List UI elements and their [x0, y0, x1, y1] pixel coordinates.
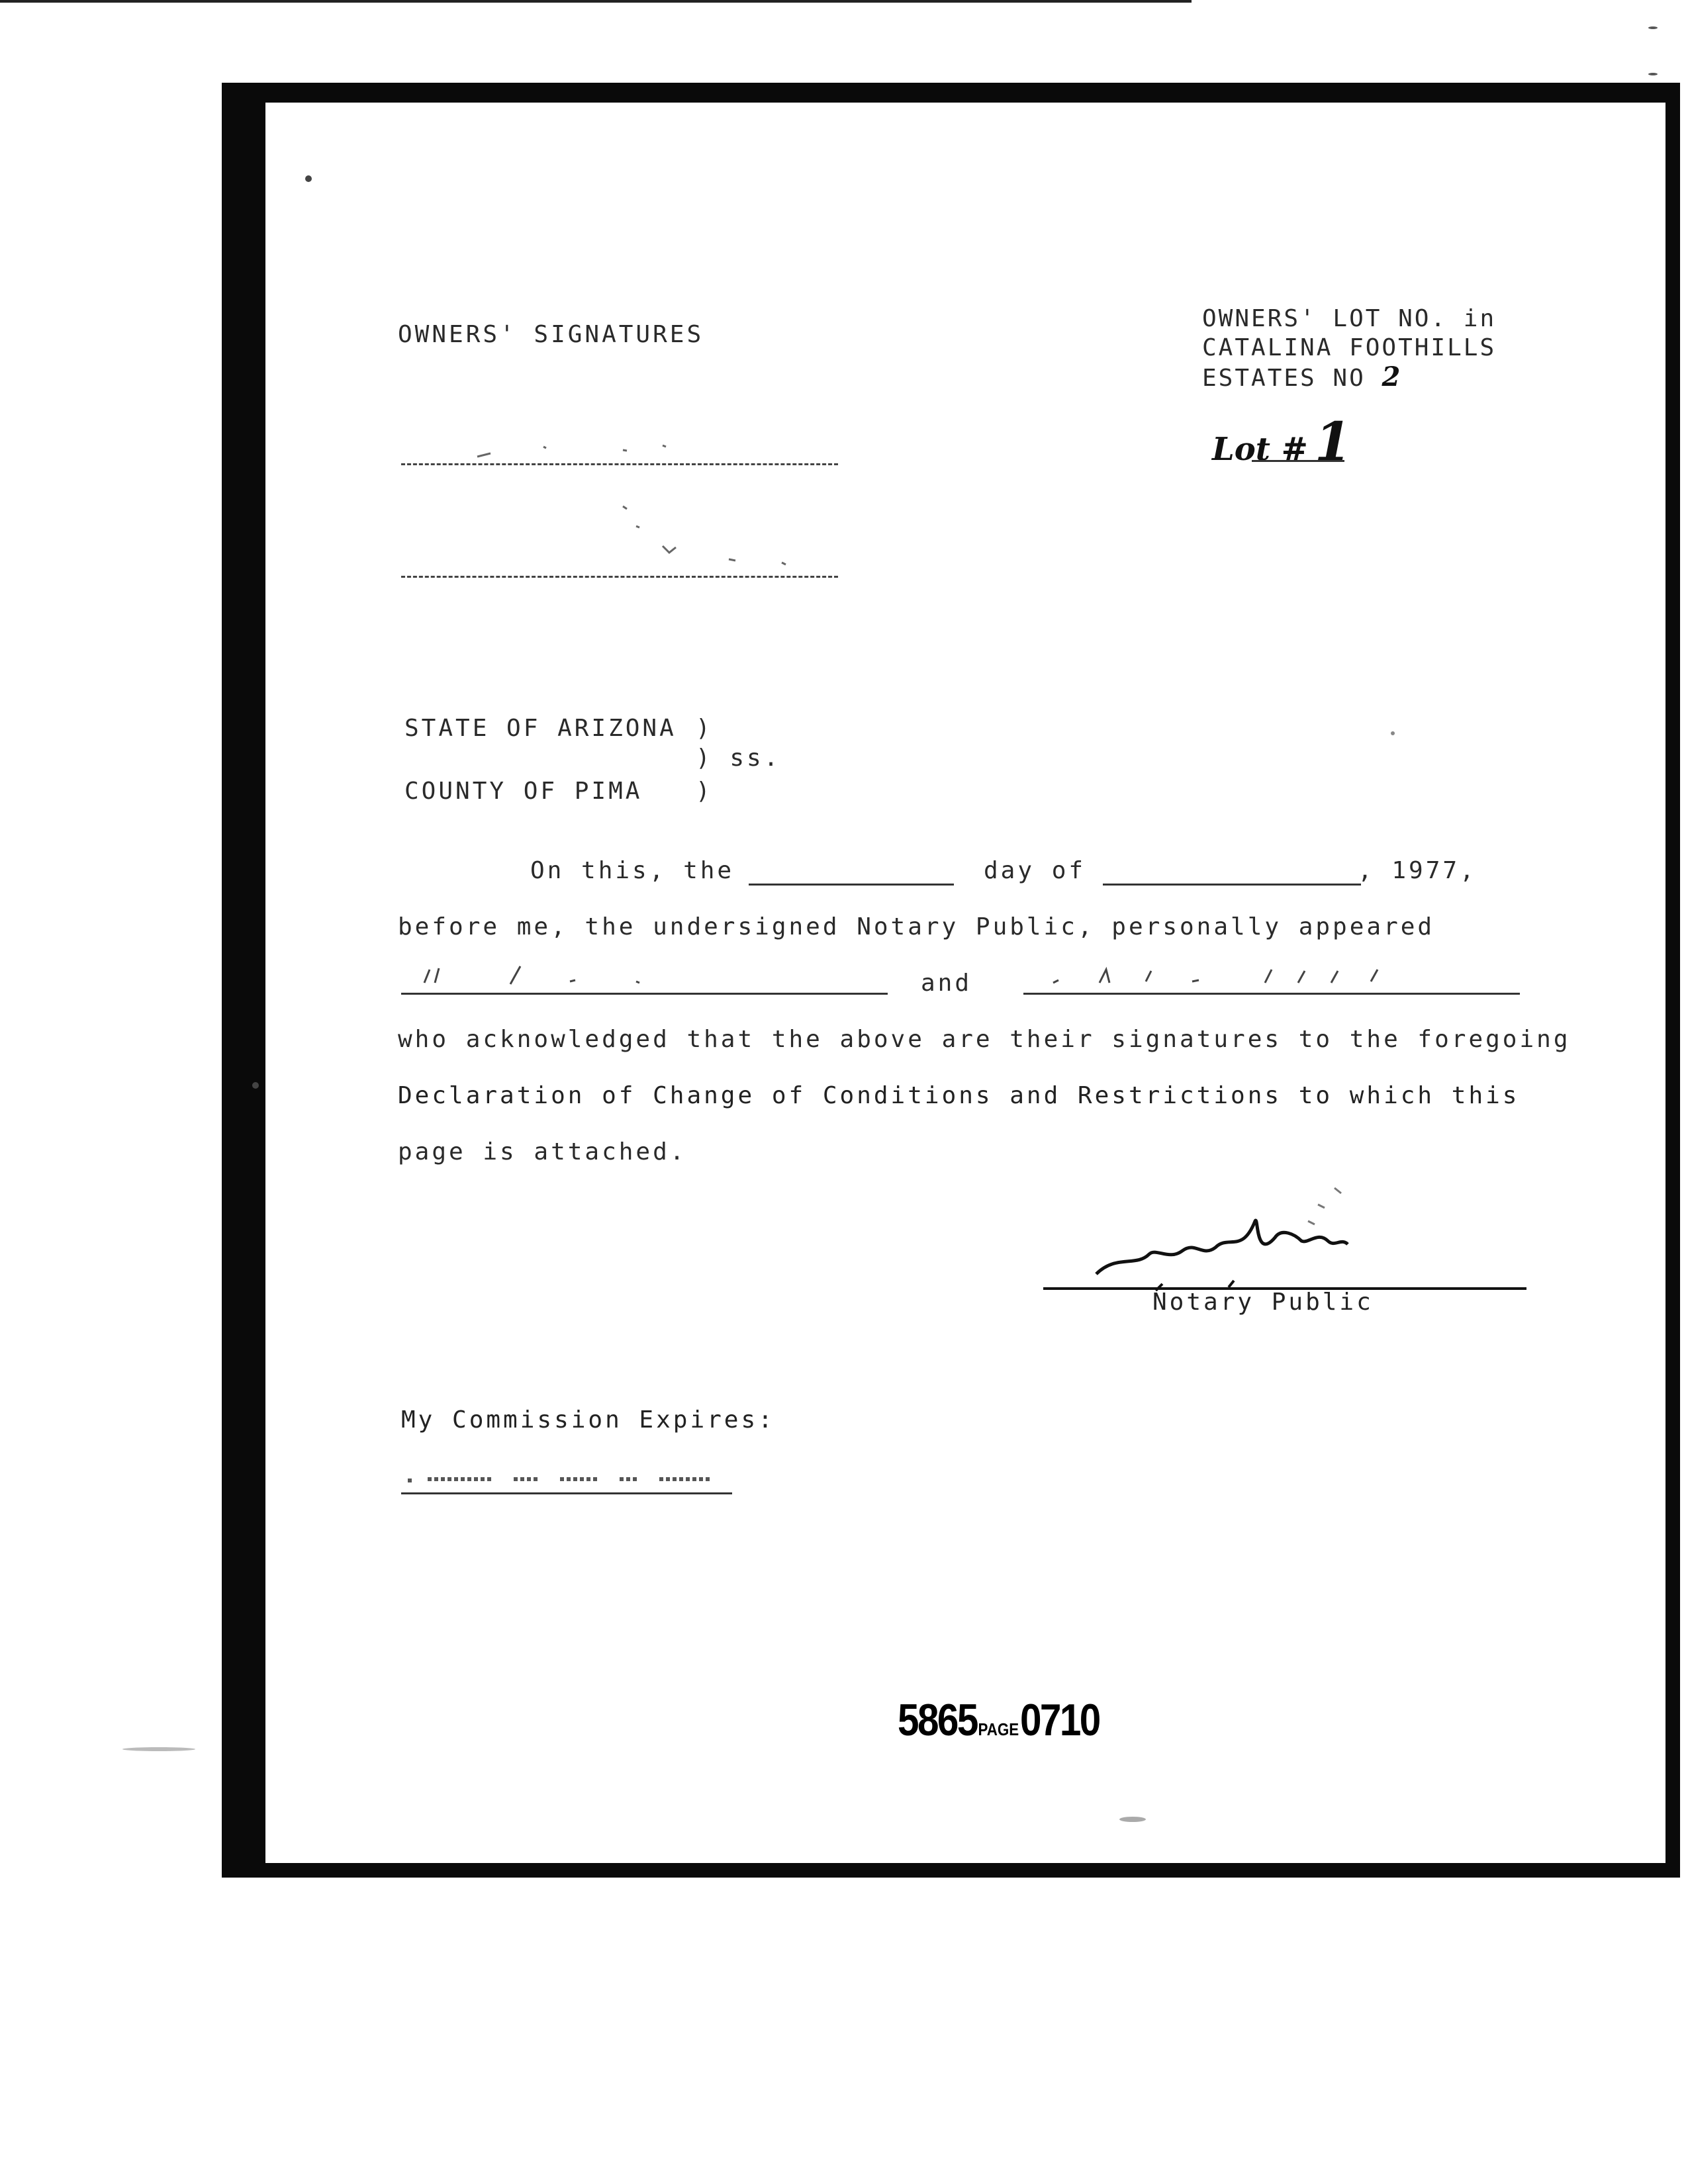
- owner-signature-2: [464, 500, 861, 579]
- owners-lot-line-3: ESTATES NO 2: [1202, 361, 1403, 392]
- scan-top-edge: [0, 0, 1192, 3]
- owners-lot-line-1: OWNERS' LOT NO. in: [1202, 305, 1497, 332]
- state-paren: ): [696, 715, 713, 742]
- scan-speck: [252, 1082, 259, 1089]
- notary-public-label: Notary Public: [1152, 1289, 1374, 1316]
- appeared-name-1: [411, 956, 742, 993]
- ack-line4: who acknowledged that the above are their signatures to the foregoing: [398, 1026, 1571, 1053]
- lot-number-handwritten: Lot # 1: [1212, 410, 1352, 473]
- ack-month-blank: [1103, 884, 1361, 886]
- state-line: STATE OF ARIZONA: [404, 715, 677, 742]
- document-page: [265, 103, 1665, 1863]
- owner-signature-1: [464, 420, 808, 467]
- ack-year: , 1977,: [1358, 857, 1477, 884]
- county-paren: ): [696, 778, 713, 805]
- ack-line1-prefix: On this, the: [530, 857, 735, 884]
- ack-line6: page is attached.: [398, 1138, 687, 1165]
- scan-speck: [1391, 731, 1395, 735]
- ack-line2: before me, the undersigned Notary Public, personally appeared: [398, 913, 1435, 940]
- ack-line5: Declaration of Change of Conditions and Restrictions to which this: [398, 1082, 1520, 1109]
- estates-no-handwritten: 2: [1382, 361, 1403, 392]
- commission-expiry-line: [401, 1492, 732, 1494]
- owners-lot-block: [1202, 304, 1496, 393]
- appeared-name-blank-2: [1023, 993, 1520, 995]
- scan-speck: [1119, 1817, 1146, 1822]
- owners-lot-line-2: CATALINA FOOTHILLS: [1202, 334, 1497, 361]
- lot-number-line: [1252, 460, 1344, 462]
- commission-expires-label: My Commission Expires:: [401, 1406, 775, 1433]
- appeared-name-2: [1040, 956, 1411, 993]
- commission-expiry-stamp: [401, 1466, 732, 1488]
- scan-speck: [1648, 73, 1658, 75]
- document-page-frame: [222, 83, 1680, 1878]
- ack-day-blank: [749, 884, 954, 886]
- ss-label: ) ss.: [696, 745, 781, 772]
- ack-and: and: [921, 970, 972, 997]
- notary-signature: [1056, 1175, 1401, 1300]
- owners-signatures-heading: OWNERS' SIGNATURES: [398, 321, 704, 348]
- ack-line1-middle: day of: [984, 857, 1086, 884]
- county-line: COUNTY OF PIMA: [404, 778, 643, 805]
- appeared-name-blank-1: [401, 993, 888, 995]
- recorder-book-page-stamp: 5865PAGE0710: [898, 1695, 1100, 1745]
- scan-speck: [1648, 26, 1658, 29]
- scan-speck: [305, 175, 312, 182]
- scan-speck: [122, 1747, 195, 1751]
